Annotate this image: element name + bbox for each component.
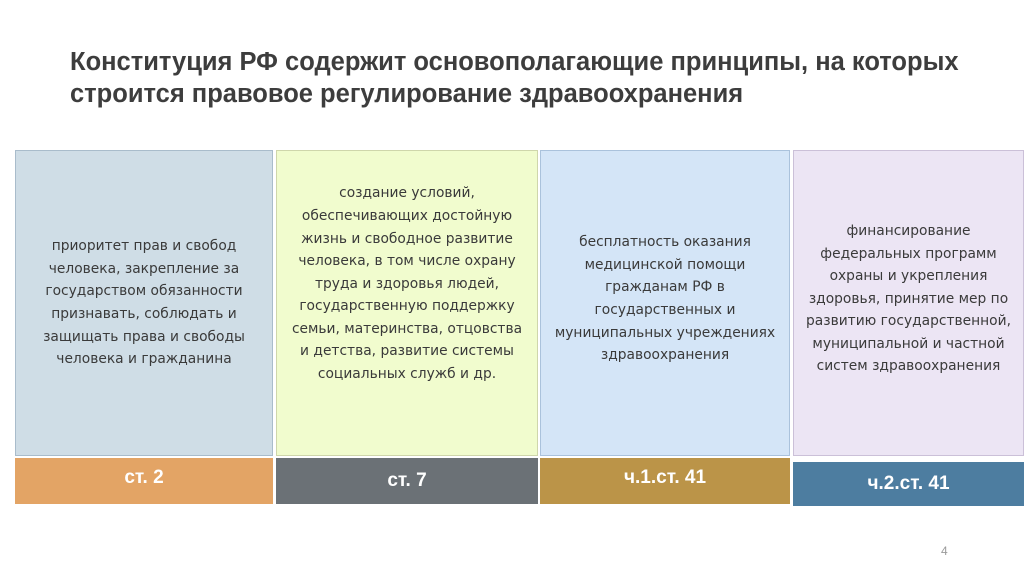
article-text-2: ст. 7	[387, 470, 427, 491]
page-number: 4	[941, 544, 948, 558]
principle-card-2	[276, 150, 538, 456]
principle-card-4	[793, 150, 1024, 456]
slide-title: Конституция РФ содержит основополагающие принципы, на которых строится правовое регулирование здравоохранения	[70, 48, 959, 108]
principle-card-1	[15, 150, 273, 456]
principle-text-2: создание условий, обеспечивающих достойную жизнь и свободное развитие человека, в том числе охрану труда и здоровья людей, государственную поддержку семьи, материнства, отцовства и детства, развитие системы социальных служб и др.	[291, 185, 523, 383]
article-label-1	[15, 458, 273, 504]
article-label-4	[793, 462, 1024, 506]
principle-card-3	[540, 150, 790, 456]
principle-text-4: финансирование федеральных программ охраны и укрепления здоровья, принятие мер по развитию государственной, муниципальной и частной систем здравоохранения	[806, 222, 1011, 375]
principle-text-3: бесплатность оказания медицинской помощи гражданам РФ в государственных и муниципальных учреждениях здравоохранения	[554, 234, 776, 364]
principle-text-1: приоритет прав и свобод человека, закрепление за государством обязанности признавать, соблюдать и защищать права и свободы человека и гражданина	[43, 238, 245, 368]
article-label-3	[540, 458, 790, 504]
article-text-4: ч.2.ст. 41	[867, 473, 950, 494]
article-text-3: ч.1.ст. 41	[623, 467, 707, 488]
article-text-1: ст. 2	[124, 467, 164, 488]
article-label-2	[276, 458, 538, 504]
